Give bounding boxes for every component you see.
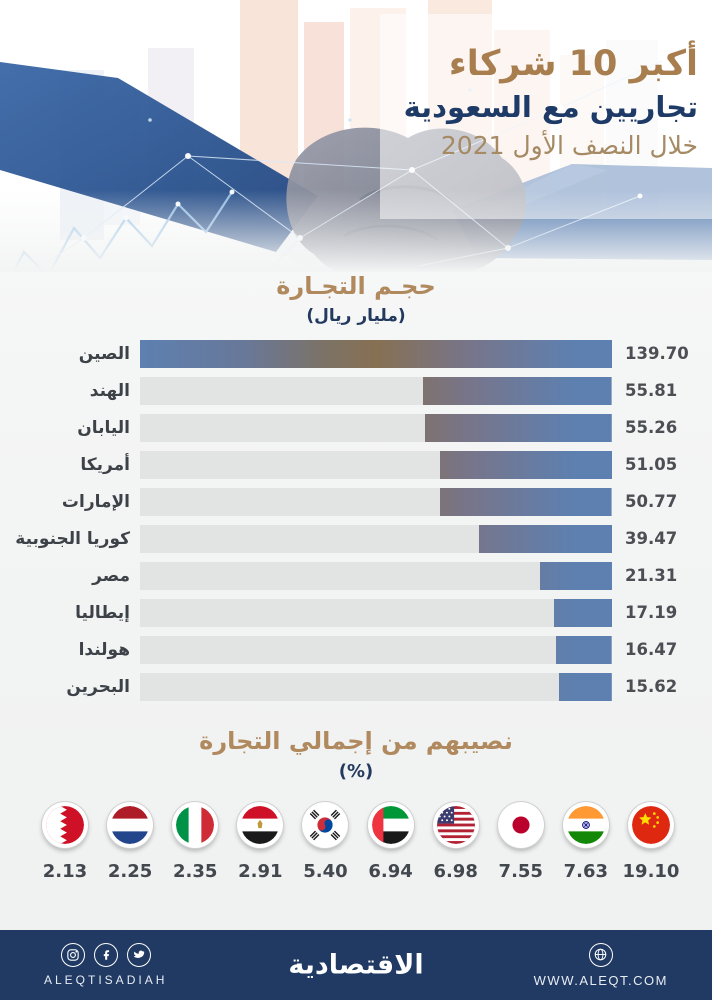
bar-value: 55.81	[625, 381, 678, 401]
egypt-flag-icon	[237, 802, 283, 848]
flag-item-netherlands	[103, 802, 157, 882]
footer-handle: ALEQTISADIAH	[44, 973, 168, 987]
infographic-title	[404, 42, 698, 164]
bar-value: 51.05	[625, 455, 678, 475]
country-label: إيطاليا	[75, 602, 130, 623]
bar-fill	[423, 377, 612, 405]
share-value: 2.35	[173, 860, 218, 882]
bar-value: 16.47	[625, 640, 678, 660]
trade-bar-chart	[0, 340, 712, 701]
trade-bar-row	[0, 340, 712, 368]
country-label: الهند	[89, 380, 130, 401]
share-value: 19.10	[622, 860, 680, 882]
share-value: 2.25	[107, 860, 153, 882]
flag-item-india	[559, 802, 613, 882]
trade-bar-row	[0, 525, 712, 553]
share-value: 7.63	[563, 860, 609, 882]
bar-value: 17.19	[625, 603, 678, 623]
bar-fill	[440, 488, 612, 516]
trade-bar-row	[0, 599, 712, 627]
header	[0, 0, 712, 272]
twitter-icon	[133, 949, 145, 961]
footer	[0, 930, 712, 1000]
bar-track	[140, 340, 612, 368]
country-label: الإمارات	[61, 491, 130, 512]
bar-track	[140, 636, 612, 664]
bar-track	[140, 377, 612, 405]
bar-value: 139.70	[625, 344, 689, 364]
bar-fill	[425, 414, 612, 442]
flag-item-egypt	[233, 802, 287, 882]
facebook-icon	[100, 949, 112, 961]
flag-item-italy	[168, 802, 222, 882]
trade-volume-unit: (مليار ريال)	[306, 305, 406, 326]
bar-value: 39.47	[625, 529, 678, 549]
bar-fill	[559, 673, 612, 701]
share-value: 5.40	[303, 860, 348, 882]
usa-flag-icon	[433, 802, 479, 848]
footer-website[interactable]: WWW.ALEQT.COM	[533, 972, 668, 988]
share-value: 7.55	[498, 860, 543, 882]
bar-fill	[140, 340, 612, 368]
bar-track	[140, 673, 612, 701]
title-line1: أكبر 10 شركاء	[448, 44, 698, 84]
globe-button[interactable]	[589, 943, 613, 967]
country-label: أمريكا	[80, 454, 130, 475]
netherlands-flag-icon	[107, 802, 153, 848]
trade-share-section	[0, 727, 712, 882]
flag-item-china	[624, 802, 678, 882]
globe-icon	[594, 948, 607, 961]
bar-fill	[540, 562, 612, 590]
bar-value: 55.26	[625, 418, 678, 438]
bar-value: 50.77	[625, 492, 678, 512]
title-line3: خلال النصف الأول 2021	[440, 130, 698, 160]
italy-flag-icon	[172, 802, 218, 848]
bar-fill	[554, 599, 612, 627]
bar-track	[140, 562, 612, 590]
trade-volume-section	[0, 272, 712, 701]
bar-track	[140, 599, 612, 627]
bar-track	[140, 525, 612, 553]
instagram-button[interactable]	[61, 943, 85, 967]
india-flag-icon	[563, 802, 609, 848]
trade-bar-row	[0, 451, 712, 479]
flag-item-south-korea	[298, 802, 352, 882]
country-label: البحرين	[66, 676, 130, 697]
footer-social-block	[44, 943, 167, 987]
country-label: مصر	[92, 565, 130, 586]
instagram-icon	[67, 949, 79, 961]
bar-value: 15.62	[625, 677, 678, 697]
japan-flag-icon	[498, 802, 544, 848]
share-value: 6.98	[433, 860, 478, 882]
bar-value: 21.31	[625, 566, 678, 586]
trade-bar-row	[0, 414, 712, 442]
trade-volume-title: حجـم التجـارة	[276, 272, 436, 300]
bar-fill	[556, 636, 612, 664]
trade-bar-row	[0, 636, 712, 664]
title-line2: تجاريين مع السعودية	[403, 89, 698, 124]
share-value: 6.94	[368, 860, 413, 882]
country-label: اليابان	[77, 417, 130, 438]
uae-flag-icon	[368, 802, 414, 848]
facebook-button[interactable]	[94, 943, 118, 967]
south-korea-flag-icon	[302, 802, 348, 848]
trade-bar-row	[0, 488, 712, 516]
flag-item-usa	[429, 802, 483, 882]
trade-bar-row	[0, 673, 712, 701]
trade-share-unit: (%)	[338, 760, 374, 782]
bar-fill	[440, 451, 612, 479]
bar-track	[140, 414, 612, 442]
trade-bar-row	[0, 562, 712, 590]
country-label: الصين	[78, 343, 130, 364]
bar-track	[140, 451, 612, 479]
bar-track	[140, 488, 612, 516]
bar-fill	[479, 525, 612, 553]
flag-item-uae	[364, 802, 418, 882]
share-value: 2.13	[42, 860, 88, 882]
twitter-button[interactable]	[127, 943, 151, 967]
china-flag-icon	[628, 802, 674, 848]
flag-item-japan	[494, 802, 548, 882]
social-icons	[61, 943, 151, 967]
bahrain-flag-icon	[42, 802, 88, 848]
flags-row	[0, 802, 712, 882]
flag-item-bahrain	[38, 802, 92, 882]
trade-bar-row	[0, 377, 712, 405]
footer-website-block	[534, 943, 668, 988]
share-value: 2.91	[238, 860, 283, 882]
country-label: كوريا الجنوبية	[15, 528, 130, 549]
footer-brand-logo: الاقتصادية	[288, 949, 424, 981]
country-label: هولندا	[78, 639, 130, 660]
trade-share-title: نصيبهم من إجمالي التجارة	[199, 726, 513, 755]
